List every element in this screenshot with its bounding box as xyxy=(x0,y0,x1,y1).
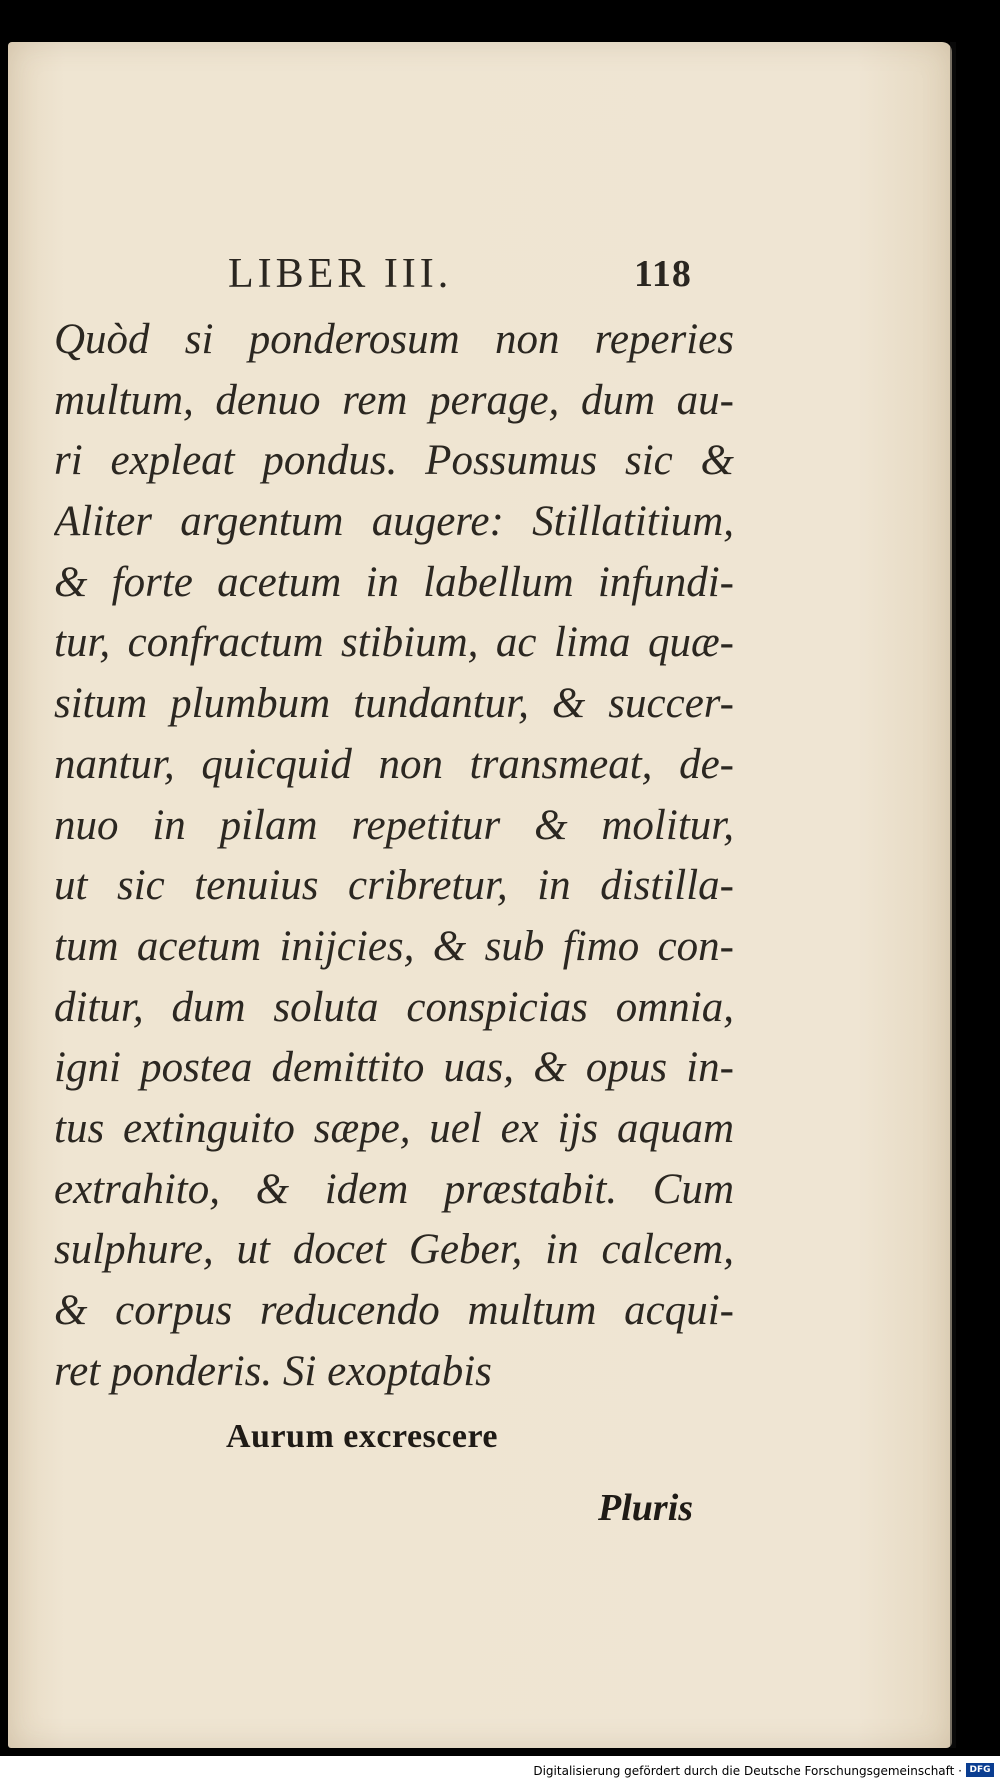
text-line: igni postea demittito uas, & opus in- xyxy=(54,1044,734,1092)
text-line: situm plumbum tundantur, & succer- xyxy=(54,680,734,728)
funding-credit: Digitalisierung gefördert durch die Deutsche Forschungsgemeinschaft · xyxy=(533,1764,962,1778)
text-line: tum acetum inijcies, & sub fimo con- xyxy=(54,922,734,970)
text-line: tus extinguito sæpe, uel ex ijs aquam xyxy=(54,1104,734,1152)
page-number: 118 xyxy=(634,253,692,295)
text-line: nantur, quicquid non transmeat, de- xyxy=(54,740,734,788)
text-line: & corpus reducendo multum acqui- xyxy=(54,1287,734,1334)
body-text xyxy=(54,310,734,1402)
text-line: Aliter argentum augere: Stillatitium, xyxy=(54,498,734,546)
catchword: Pluris xyxy=(598,1487,694,1529)
text-line: sulphure, ut docet Geber, in calcem, xyxy=(54,1226,734,1274)
text-line: extrahito, & idem præstabit. Cum xyxy=(54,1165,734,1213)
text-line: & forte acetum in labellum infundi- xyxy=(54,558,734,606)
text-line: nuo in pilam repetitur & molitur, xyxy=(54,801,734,849)
text-line: ditur, dum soluta conspicias omnia, xyxy=(54,983,734,1031)
text-line: ret ponderis. Si exoptabis xyxy=(54,1347,492,1395)
text-line: Quòd si ponderosum non reperies xyxy=(54,316,734,363)
book-page xyxy=(8,42,952,1748)
running-head: LIBER III. xyxy=(228,251,453,297)
page-header xyxy=(8,250,952,300)
page-foot xyxy=(8,1412,952,1562)
text-line: multum, denuo rem perage, dum au- xyxy=(54,376,734,424)
text-line: tur, confractum stibium, ac lima quæ- xyxy=(54,619,734,667)
marginal-note: Aurum excrescere xyxy=(226,1418,499,1455)
dfg-logo-icon: DFG xyxy=(966,1763,994,1777)
text-line: ut sic tenuius cribretur, in distilla- xyxy=(54,862,734,910)
text-line: ri expleat pondus. Possumus sic & xyxy=(54,437,734,485)
digitization-footer xyxy=(0,1756,1000,1784)
